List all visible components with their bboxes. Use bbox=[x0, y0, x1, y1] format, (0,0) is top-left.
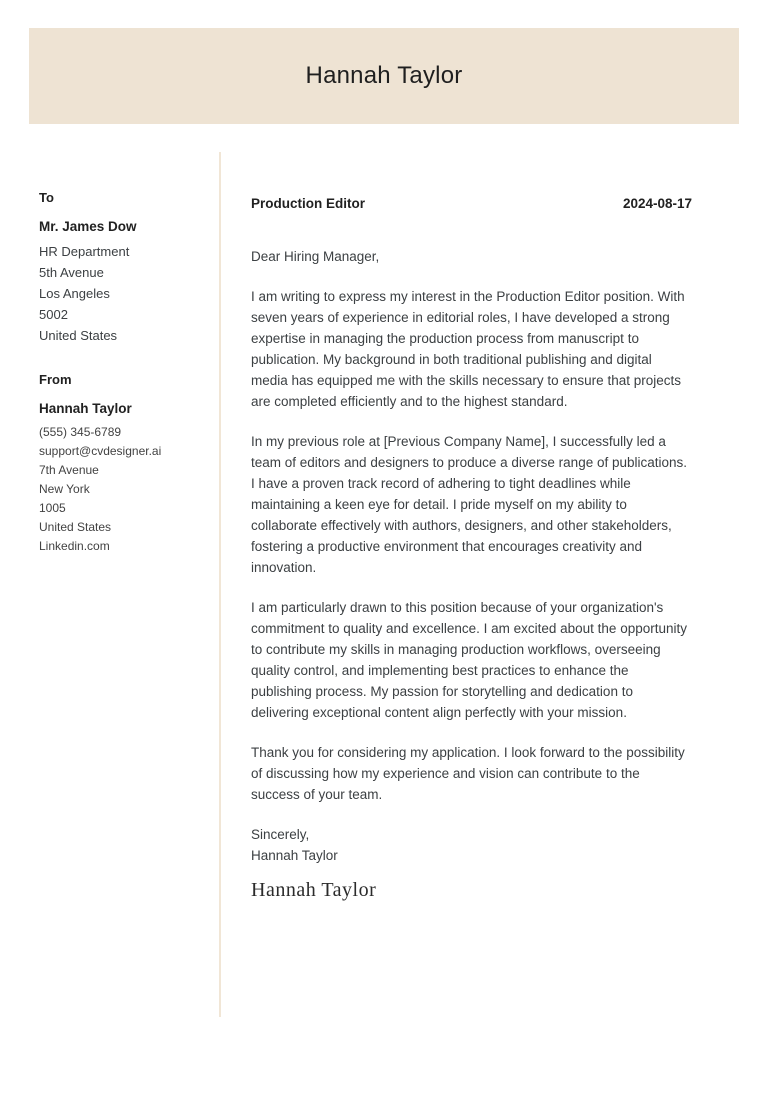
recipient-street: 5th Avenue bbox=[39, 265, 104, 280]
letter-date: 2024-08-17 bbox=[622, 196, 692, 211]
recipient-postal-code: 5002 bbox=[39, 307, 68, 322]
recipient-country: United States bbox=[39, 328, 118, 343]
sender-country: United States bbox=[39, 520, 112, 534]
job-title: Production Editor bbox=[251, 196, 365, 211]
recipient-city: Los Angeles bbox=[39, 286, 110, 301]
header-band bbox=[29, 28, 739, 124]
content-area bbox=[0, 152, 768, 1017]
vertical-divider bbox=[219, 152, 221, 1017]
sender-name: Hannah Taylor bbox=[39, 401, 132, 416]
sender-street: 7th Avenue bbox=[39, 463, 99, 477]
closing-name: Hannah Taylor bbox=[251, 848, 338, 863]
sender-email: support@cvdesigner.ai bbox=[39, 444, 162, 458]
signature: Hannah Taylor bbox=[251, 879, 377, 901]
sender-postal-code: 1005 bbox=[39, 501, 66, 515]
recipient-department: HR Department bbox=[39, 244, 130, 259]
from-label: From bbox=[39, 372, 72, 387]
letter-body bbox=[251, 152, 692, 1017]
closing-word: Sincerely, bbox=[251, 827, 310, 842]
letter-paragraph: I am writing to express my interest in the Production Editor position. With seven years of experience in editorial roles, I have developed a strong expertise in managing the production process from manuscript to publication. My background in both traditional publishing and digital media has equipped me with the skills necessary to ensure that projects are completed efficiently and to the highest standard. bbox=[251, 289, 685, 409]
salutation: Dear Hiring Manager, bbox=[251, 249, 380, 264]
sender-linkedin: Linkedin.com bbox=[39, 539, 110, 553]
sender-phone: (555) 345-6789 bbox=[39, 425, 122, 439]
sender-section bbox=[39, 372, 203, 556]
sidebar bbox=[0, 152, 219, 1017]
closing-block bbox=[251, 824, 692, 866]
cover-letter-page bbox=[0, 28, 768, 1106]
page-title: Hannah Taylor bbox=[305, 62, 463, 89]
sender-city: New York bbox=[39, 482, 90, 496]
recipient-section bbox=[39, 190, 203, 346]
to-label: To bbox=[39, 190, 54, 205]
letter-paragraph: In my previous role at [Previous Company Name], I successfully led a team of editors and designers to produce a diverse range of publications. I have a proven track record of adhering to tight deadlines while maintaining a keen eye for detail. I pride myself on my ability to collaborate effectively with authors, designers, and other stakeholders, fostering a productive environment that encourages creativity and innovation. bbox=[251, 434, 688, 575]
recipient-name: Mr. James Dow bbox=[39, 219, 137, 234]
letter-paragraph: I am particularly drawn to this position because of your organization's commitment to quality and excellence. I am excited about the opportunity to contribute my skills in managing production workflows, overseeing quality control, and implementing best practices to enhance the publishing process. My passion for storytelling and dedication to delivering exceptional content align perfectly with your mission. bbox=[251, 600, 687, 720]
letter-paragraph: Thank you for considering my application. I look forward to the possibility of discussing how my experience and vision can contribute to the success of your team. bbox=[251, 745, 685, 802]
letter-header bbox=[251, 194, 692, 214]
